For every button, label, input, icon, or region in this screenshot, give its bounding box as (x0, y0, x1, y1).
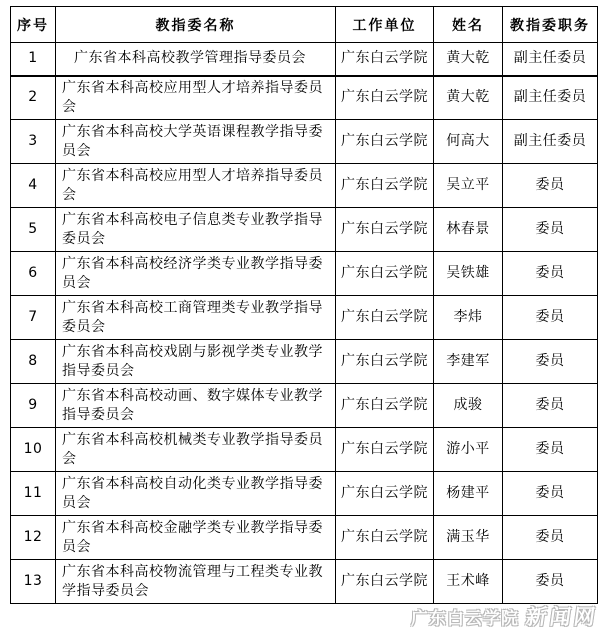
cell-committee-name: 广东省本科高校应用型人才培养指导委员会 (56, 76, 336, 120)
watermark-site-name: 广东白云学院 (411, 608, 519, 629)
cell-person-name: 吴立平 (434, 164, 503, 208)
cell-serial-number: 8 (11, 340, 56, 384)
cell-committee-name: 广东省本科高校机械类专业教学指导委员会 (56, 428, 336, 472)
cell-position: 委员 (503, 252, 598, 296)
table-row (11, 340, 598, 384)
cell-committee-name: 广东省本科高校金融学类专业教学指导委员会 (56, 516, 336, 560)
cell-person-name: 满玉华 (434, 516, 503, 560)
cell-position: 委员 (503, 560, 598, 604)
cell-position: 副主任委员 (503, 43, 598, 76)
cell-position: 委员 (503, 472, 598, 516)
table-row (11, 428, 598, 472)
table-row (11, 164, 598, 208)
table-row (11, 560, 598, 604)
cell-committee-name: 广东省本科高校自动化类专业教学指导委员会 (56, 472, 336, 516)
cell-position: 委员 (503, 384, 598, 428)
cell-serial-number: 6 (11, 252, 56, 296)
cell-committee-name: 广东省本科高校物流管理与工程类专业教学指导委员会 (56, 560, 336, 604)
table-row (11, 43, 598, 76)
cell-work-unit: 广东白云学院 (336, 296, 434, 340)
committee-table (10, 6, 598, 604)
cell-person-name: 杨建平 (434, 472, 503, 516)
table-row (11, 120, 598, 164)
table-row (11, 472, 598, 516)
table-row (11, 208, 598, 252)
watermark-section: 新闻网 (524, 605, 600, 629)
cell-position: 委员 (503, 296, 598, 340)
cell-position: 副主任委员 (503, 76, 598, 120)
cell-work-unit: 广东白云学院 (336, 384, 434, 428)
header-position: 教指委职务 (503, 7, 598, 43)
cell-work-unit: 广东白云学院 (336, 76, 434, 120)
cell-work-unit: 广东白云学院 (336, 340, 434, 384)
cell-serial-number: 5 (11, 208, 56, 252)
table-row (11, 76, 598, 120)
cell-position: 副主任委员 (503, 120, 598, 164)
cell-position: 委员 (503, 516, 598, 560)
cell-committee-name: 广东省本科高校应用型人才培养指导委员会 (56, 164, 336, 208)
header-committee-name: 教指委名称 (56, 7, 336, 43)
cell-person-name: 成骏 (434, 384, 503, 428)
cell-work-unit: 广东白云学院 (336, 120, 434, 164)
cell-person-name: 黄大乾 (434, 43, 503, 76)
header-work-unit: 工作单位 (336, 7, 434, 43)
cell-committee-name: 广东省本科高校经济学类专业教学指导委员会 (56, 252, 336, 296)
cell-position: 委员 (503, 428, 598, 472)
cell-person-name: 林春景 (434, 208, 503, 252)
cell-work-unit: 广东白云学院 (336, 164, 434, 208)
cell-work-unit: 广东白云学院 (336, 560, 434, 604)
table-row (11, 516, 598, 560)
cell-person-name: 吴铁雄 (434, 252, 503, 296)
cell-work-unit: 广东白云学院 (336, 428, 434, 472)
cell-serial-number: 3 (11, 120, 56, 164)
header-serial-number: 序号 (11, 7, 56, 43)
cell-person-name: 何高大 (434, 120, 503, 164)
cell-serial-number: 7 (11, 296, 56, 340)
cell-serial-number: 10 (11, 428, 56, 472)
cell-position: 委员 (503, 208, 598, 252)
cell-committee-name: 广东省本科高校大学英语课程教学指导委员会 (56, 120, 336, 164)
table-row (11, 252, 598, 296)
cell-committee-name: 广东省本科高校电子信息类专业教学指导委员会 (56, 208, 336, 252)
cell-committee-name: 广东省本科高校工商管理类专业教学指导委员会 (56, 296, 336, 340)
header-person-name: 姓名 (434, 7, 503, 43)
watermark (411, 601, 598, 631)
cell-person-name: 游小平 (434, 428, 503, 472)
cell-work-unit: 广东白云学院 (336, 252, 434, 296)
cell-serial-number: 12 (11, 516, 56, 560)
cell-person-name: 李炜 (434, 296, 503, 340)
cell-person-name: 王术峰 (434, 560, 503, 604)
table-row (11, 296, 598, 340)
cell-serial-number: 13 (11, 560, 56, 604)
cell-position: 委员 (503, 340, 598, 384)
cell-person-name: 黄大乾 (434, 76, 503, 120)
cell-serial-number: 2 (11, 76, 56, 120)
cell-serial-number: 1 (11, 43, 56, 76)
cell-position: 委员 (503, 164, 598, 208)
cell-work-unit: 广东白云学院 (336, 43, 434, 76)
table-row (11, 384, 598, 428)
table-body (11, 43, 598, 604)
table-header (11, 7, 598, 43)
cell-work-unit: 广东白云学院 (336, 472, 434, 516)
cell-serial-number: 9 (11, 384, 56, 428)
cell-work-unit: 广东白云学院 (336, 208, 434, 252)
header-row (11, 7, 598, 43)
cell-committee-name: 广东省本科高校教学管理指导委员会 (56, 43, 336, 76)
cell-serial-number: 4 (11, 164, 56, 208)
cell-committee-name: 广东省本科高校戏剧与影视学类专业教学指导委员会 (56, 340, 336, 384)
cell-serial-number: 11 (11, 472, 56, 516)
cell-work-unit: 广东白云学院 (336, 516, 434, 560)
cell-person-name: 李建军 (434, 340, 503, 384)
cell-committee-name: 广东省本科高校动画、数字媒体专业教学指导委员会 (56, 384, 336, 428)
